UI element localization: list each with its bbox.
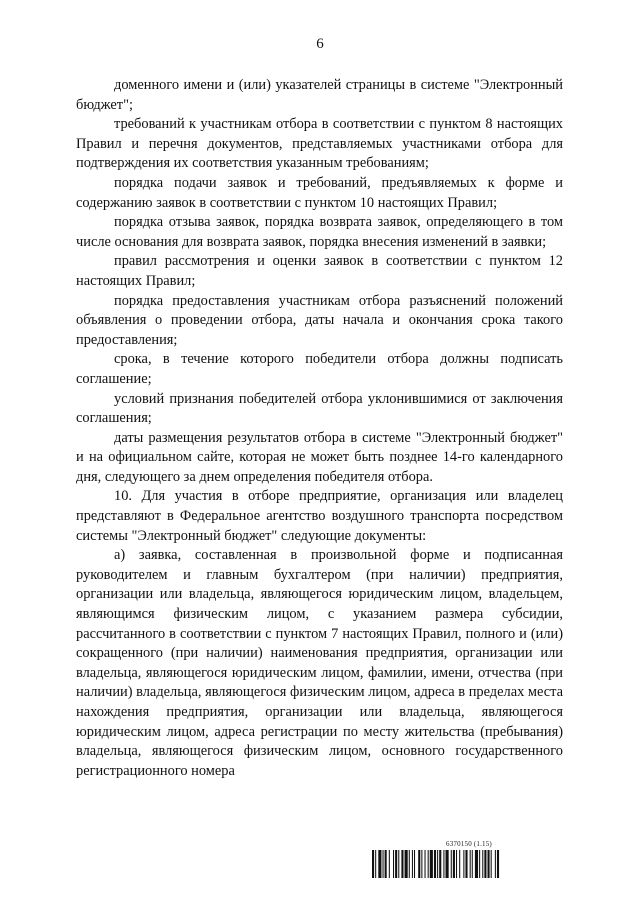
document-body bbox=[76, 76, 563, 781]
paragraph-domain-name: доменного имени и (или) указателей страницы в системе "Электронный бюджет"; bbox=[76, 77, 563, 113]
paragraph-application-procedure: порядка подачи заявок и требований, предъявляемых к форме и содержанию заявок в соответствии с пунктом 10 настоящих Правил; bbox=[76, 174, 563, 211]
paragraph-signing-deadline: срока, в течение которого победители отбора должны подписать соглашение; bbox=[76, 351, 563, 387]
barcode-icon bbox=[372, 850, 562, 878]
document-code: 6370150 (1.15) bbox=[446, 840, 492, 848]
page-number: 6 bbox=[316, 36, 324, 52]
paragraph-clarifications: порядка предоставления участникам отбора разъяснений положений объявления о проведении отбора, даты начала и окончания срока такого предоставления; bbox=[76, 292, 563, 348]
paragraph-item-a: а) заявка, составленная в произвольной форме и подписанная руководителем и главным бухгалтером (при наличии) предприятия, организации или владельца, являющегося юридическим лицом, владельцем, являющимся физическим лицом, с указанием размера субсидии, рассчитанного в соответствии с пунктом 7 настоящих Правил, полного и (или) сокращенного (при наличии) наименования предприятия, организации или владельца, являющегося юридическим лицом, фамилии, имени, отчества (при наличии) владельца, являющегося физическим лицом, адреса в пределах места нахождения предприятия, организации или владельца, являющегося юридическим лицом, адреса регистрации по месту жительства (пребывания) владельца, являющегося физическим лицом, основного государственного регистрационного номера bbox=[76, 547, 563, 779]
paragraph-participant-requirements: требований к участникам отбора в соответствии с пунктом 8 настоящих Правил и перечня документов, представляемых участниками отбора для подтверждения их соответствия указанным требованиям; bbox=[76, 116, 563, 172]
paragraph-review-rules: правил рассмотрения и оценки заявок в соответствии с пунктом 12 настоящих Правил; bbox=[76, 253, 563, 289]
paragraph-results-publication: даты размещения результатов отбора в системе "Электронный бюджет" и на официальном сайте, которая не может быть позднее 14-го календарного дня, следующего за днем определения победителя отбора. bbox=[76, 429, 563, 485]
paragraph-evasion-conditions: условий признания победителей отбора уклонившимися от заключения соглашения; bbox=[76, 390, 563, 427]
paragraph-application-withdrawal: порядка отзыва заявок, порядка возврата заявок, определяющего в том числе основания для возврата заявок, порядка внесения изменений в заявки; bbox=[76, 214, 563, 250]
paragraph-section-10: 10. Для участия в отборе предприятие, организация или владелец представляют в Федеральное агентство воздушного транспорта посредством системы "Электронный бюджет" следующие документы: bbox=[76, 488, 563, 544]
